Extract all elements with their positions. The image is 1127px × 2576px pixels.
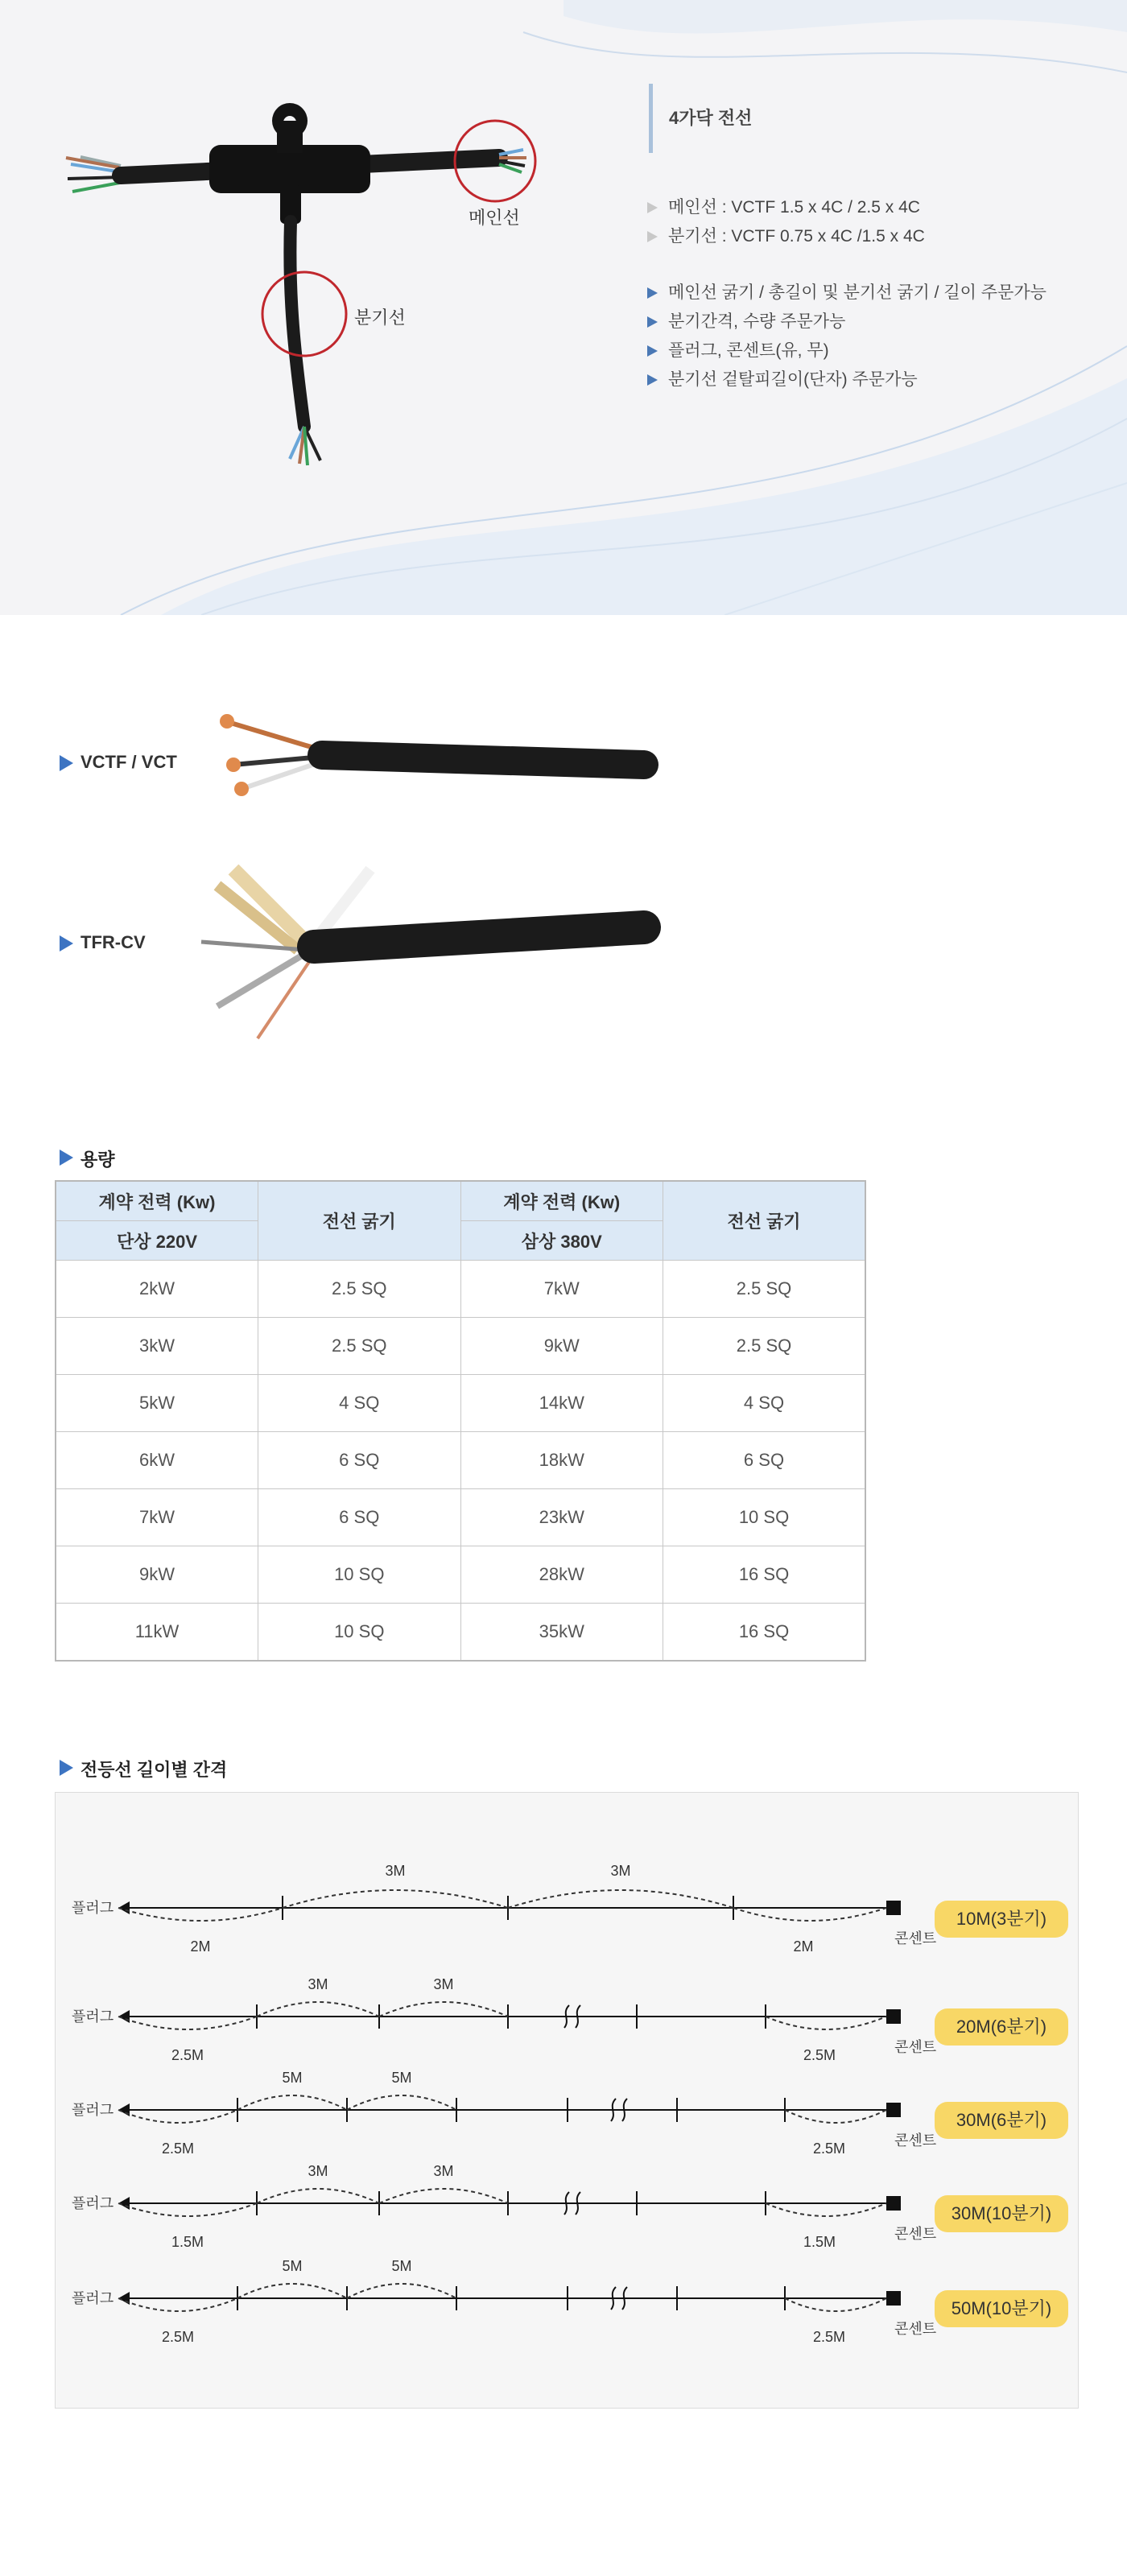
end-interval-arc bbox=[118, 2017, 257, 2029]
main-wire-label: 메인선 bbox=[469, 208, 520, 228]
cell-wire-size: 16 SQ bbox=[663, 1546, 866, 1604]
cell-wire-size: 2.5 SQ bbox=[258, 1318, 461, 1375]
end-interval-label: 1.5M bbox=[171, 2234, 204, 2250]
outlet-label: 콘센트 bbox=[894, 1930, 937, 1946]
cell-three-power: 9kW bbox=[460, 1318, 663, 1375]
spacing-section-title: 전등선 길이별 간격 bbox=[60, 1757, 227, 1781]
table-row bbox=[56, 1375, 865, 1432]
plug-label: 플러그 bbox=[72, 1900, 114, 1916]
cell-wire-size: 6 SQ bbox=[663, 1432, 866, 1489]
header-three-phase: 삼상 380V bbox=[460, 1221, 663, 1261]
cell-wire-size: 4 SQ bbox=[258, 1375, 461, 1432]
spec-item: 플러그, 콘센트(유, 무) bbox=[644, 336, 1046, 365]
capacity-table bbox=[55, 1180, 866, 1662]
end-interval-arc bbox=[733, 1908, 886, 1921]
cell-single-power: 5kW bbox=[56, 1375, 258, 1432]
cell-three-power: 7kW bbox=[460, 1261, 663, 1318]
plug-label: 플러그 bbox=[72, 2008, 114, 2025]
outlet-label: 콘센트 bbox=[894, 2039, 937, 2055]
cell-wire-size: 10 SQ bbox=[258, 1546, 461, 1604]
cell-three-power: 18kW bbox=[460, 1432, 663, 1489]
table-row bbox=[56, 1318, 865, 1375]
interval-label: 3M bbox=[610, 1863, 631, 1879]
end-interval-arc bbox=[118, 2110, 237, 2123]
capacity-section-title: 용량 bbox=[60, 1146, 115, 1171]
interval-arc bbox=[347, 2284, 456, 2298]
interval-arc bbox=[508, 1890, 733, 1908]
hero-section bbox=[0, 0, 1127, 615]
cell-wire-size: 2.5 SQ bbox=[258, 1261, 461, 1318]
spec-item: 메인선 : VCTF 1.5 x 4C / 2.5 x 4C bbox=[644, 193, 925, 222]
interval-label: 3M bbox=[308, 2163, 328, 2179]
spec-item: 분기간격, 수량 주문가능 bbox=[644, 308, 1046, 336]
spacing-diagram bbox=[56, 1793, 1078, 2408]
end-interval-label: 2.5M bbox=[171, 2047, 204, 2063]
cell-wire-size: 10 SQ bbox=[258, 1604, 461, 1662]
branch-wire-label: 분기선 bbox=[354, 308, 406, 328]
end-interval-arc bbox=[118, 2203, 257, 2216]
interval-arc bbox=[257, 2002, 379, 2017]
plug-label: 플러그 bbox=[72, 2195, 114, 2211]
end-interval-arc bbox=[766, 2017, 886, 2029]
interval-label: 5M bbox=[282, 2258, 303, 2274]
spec-item: 분기선 : VCTF 0.75 x 4C /1.5 x 4C bbox=[644, 222, 925, 251]
cell-wire-size: 10 SQ bbox=[663, 1489, 866, 1546]
interval-label: 3M bbox=[308, 1976, 328, 1992]
cell-three-power: 23kW bbox=[460, 1489, 663, 1546]
cell-wire-size: 6 SQ bbox=[258, 1432, 461, 1489]
interval-arc bbox=[283, 1890, 508, 1908]
outlet-label: 콘센트 bbox=[894, 2321, 937, 2337]
cell-wire-size: 2.5 SQ bbox=[663, 1318, 866, 1375]
end-interval-label: 2.5M bbox=[161, 2329, 195, 2345]
t-connector-cable-illustration bbox=[48, 89, 564, 475]
length-badge: 50M(10분기) bbox=[935, 2290, 1068, 2327]
product-title: 4가닥 전선 bbox=[649, 84, 752, 153]
length-badge: 20M(6분기) bbox=[935, 2008, 1068, 2046]
interval-label: 3M bbox=[433, 2163, 454, 2179]
spec-item: 메인선 굵기 / 총길이 및 분기선 굵기 / 길이 주문가능 bbox=[644, 279, 1046, 308]
interval-label: 5M bbox=[391, 2258, 412, 2274]
plug-label: 플러그 bbox=[72, 2102, 114, 2118]
table-row bbox=[56, 1261, 865, 1318]
cell-three-power: 14kW bbox=[460, 1375, 663, 1432]
table-row bbox=[56, 1604, 865, 1662]
table-row bbox=[56, 1546, 865, 1604]
cell-single-power: 6kW bbox=[56, 1432, 258, 1489]
end-interval-arc bbox=[118, 1908, 283, 1921]
cell-single-power: 2kW bbox=[56, 1261, 258, 1318]
header-contract-power-three: 계약 전력 (Kw) bbox=[460, 1181, 663, 1221]
outlet-square-icon bbox=[886, 1901, 901, 1915]
table-row bbox=[56, 1432, 865, 1489]
outlet-square-icon bbox=[886, 2291, 901, 2306]
cell-single-power: 9kW bbox=[56, 1546, 258, 1604]
branch-wire-highlight-circle bbox=[262, 272, 346, 356]
interval-arc bbox=[237, 2095, 347, 2110]
spec-list-models bbox=[644, 193, 925, 251]
interval-label: 3M bbox=[433, 1976, 454, 1992]
cell-three-power: 28kW bbox=[460, 1546, 663, 1604]
cell-single-power: 11kW bbox=[56, 1604, 258, 1662]
length-badge: 30M(10분기) bbox=[935, 2195, 1068, 2232]
end-interval-arc bbox=[785, 2110, 886, 2123]
cell-wire-size: 16 SQ bbox=[663, 1604, 866, 1662]
end-interval-label: 2.5M bbox=[812, 2140, 846, 2157]
interval-arc bbox=[379, 2002, 508, 2017]
end-interval-label: 2.5M bbox=[812, 2329, 846, 2345]
interval-label: 3M bbox=[385, 1863, 406, 1879]
outlet-square-icon bbox=[886, 2009, 901, 2024]
length-badge: 10M(3분기) bbox=[935, 1901, 1068, 1938]
end-interval-label: 2M bbox=[190, 1938, 211, 1955]
end-interval-arc bbox=[785, 2298, 886, 2311]
cable-type-label-vctf: VCTF / VCT bbox=[60, 752, 177, 773]
cell-wire-size: 4 SQ bbox=[663, 1375, 866, 1432]
tfr-cv-cable-image bbox=[185, 853, 668, 1063]
header-wire-size-2: 전선 굵기 bbox=[663, 1181, 866, 1261]
interval-arc bbox=[347, 2095, 456, 2110]
cell-single-power: 7kW bbox=[56, 1489, 258, 1546]
plug-label: 플러그 bbox=[72, 2290, 114, 2306]
cell-wire-size: 6 SQ bbox=[258, 1489, 461, 1546]
vctf-cable-image bbox=[209, 708, 660, 797]
outlet-square-icon bbox=[886, 2196, 901, 2211]
header-single-phase: 단상 220V bbox=[56, 1221, 258, 1261]
header-contract-power-single: 계약 전력 (Kw) bbox=[56, 1181, 258, 1221]
spacing-diagram-panel bbox=[55, 1792, 1079, 2409]
outlet-label: 콘센트 bbox=[894, 2226, 937, 2242]
cable-type-label-tfr-cv: TFR-CV bbox=[60, 932, 146, 953]
interval-label: 5M bbox=[391, 2070, 412, 2086]
interval-arc bbox=[237, 2284, 347, 2298]
end-interval-label: 2M bbox=[793, 1938, 814, 1955]
end-interval-label: 2.5M bbox=[161, 2140, 195, 2157]
table-row bbox=[56, 1489, 865, 1546]
spec-item: 분기선 겉탈피길이(단자) 주문가능 bbox=[644, 365, 1046, 394]
outlet-square-icon bbox=[886, 2103, 901, 2117]
spec-list-options bbox=[644, 279, 1046, 394]
end-interval-label: 1.5M bbox=[803, 2234, 836, 2250]
length-badge: 30M(6분기) bbox=[935, 2102, 1068, 2139]
cell-three-power: 35kW bbox=[460, 1604, 663, 1662]
interval-arc bbox=[257, 2189, 379, 2203]
end-interval-label: 2.5M bbox=[803, 2047, 836, 2063]
cell-wire-size: 2.5 SQ bbox=[663, 1261, 866, 1318]
header-wire-size-1: 전선 굵기 bbox=[258, 1181, 461, 1261]
end-interval-arc bbox=[118, 2298, 237, 2311]
outlet-label: 콘센트 bbox=[894, 2132, 937, 2149]
interval-label: 5M bbox=[282, 2070, 303, 2086]
cell-single-power: 3kW bbox=[56, 1318, 258, 1375]
end-interval-arc bbox=[766, 2203, 886, 2216]
interval-arc bbox=[379, 2189, 508, 2203]
